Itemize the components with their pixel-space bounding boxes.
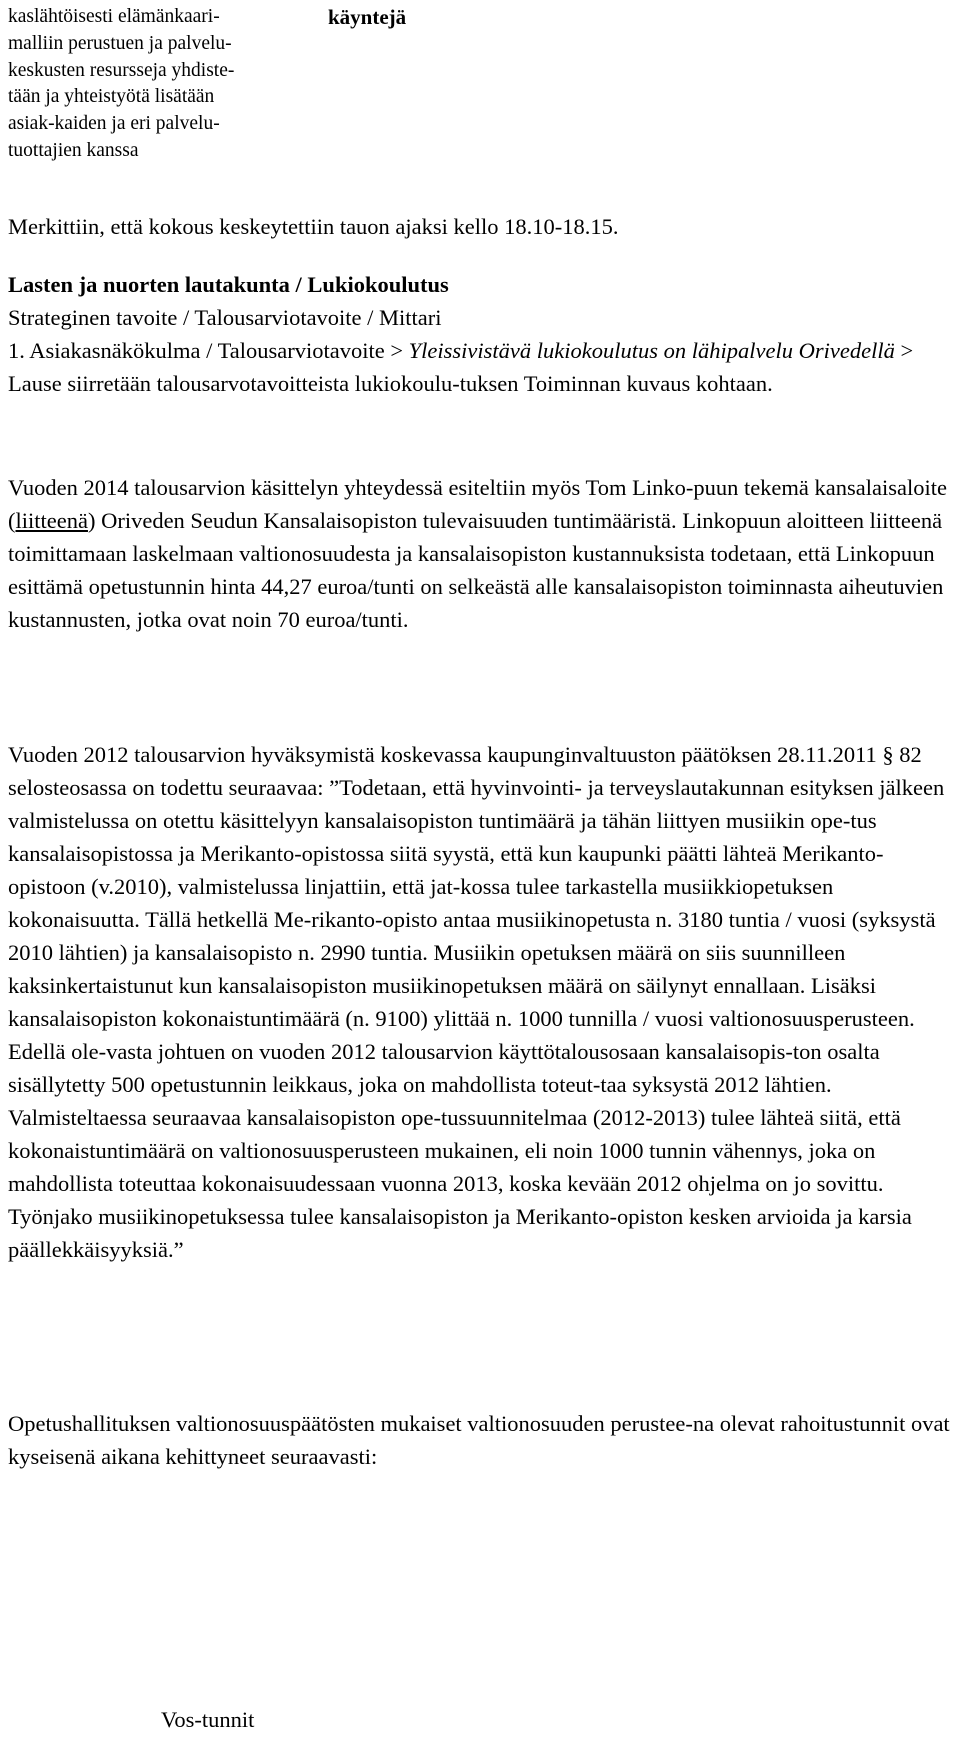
item-suffix: > Lause siirretään talousarvotavoitteista lukiokoulu-tuksen Toiminnan kuvaus kohtaan. — [8, 338, 914, 396]
attachment-link[interactable]: liitteenä — [15, 508, 88, 533]
paragraph-opetushallitus — [8, 1407, 956, 1473]
break-note — [8, 210, 956, 243]
paragraph-text — [8, 471, 956, 636]
table-header-vos-tunnit: Vos-tunnit — [161, 1707, 255, 1732]
item-prefix: 1. Asiakasnäkökulma / Talousarviotavoite > — [8, 338, 409, 363]
table-cell-goal — [8, 4, 293, 165]
section-item — [8, 334, 956, 400]
paragraph-text: Opetushallituksen valtionosuuspäätösten mukaiset valtionosuuden perustee-na olevat rahoitustunnit ovat kyseisenä aikana kehittyneet seuraavasti: — [8, 1411, 950, 1469]
table-cell-line: tuottajien kanssa — [8, 139, 139, 161]
section-lukiokoulutus — [8, 268, 956, 400]
table-cell-line: tään ja yhteistyötä lisätään — [8, 86, 215, 108]
paragraph-linkopuu — [8, 471, 956, 636]
table-cell-line: keskusten resursseja yhdiste- — [8, 59, 235, 81]
section-heading: Lasten ja nuorten lautakunta / Lukiokoulutus — [8, 272, 449, 297]
break-note-text: Merkittiin, että kokous keskeytettiin tauon ajaksi kello 18.10-18.15. — [8, 214, 619, 239]
item-goal-italic: Yleissivistävä lukiokoulutus on lähipalvelu Orivedellä — [408, 338, 895, 363]
table-cell-line: asiak-kaiden ja eri palvelu- — [8, 113, 220, 135]
table-cell-line: kaslähtöisesti elämänkaari- — [8, 6, 220, 27]
para-text-end: ) Oriveden Seudun Kansalaisopiston tulevaisuuden tuntimääristä. Linkopuun aloitteen liitteenä toimittamaan laskelmaan valtionosuudesta ja kansalaisopiston kustannuksista todetaan, että Linkopuun esittämä opetustunnin hinta 44,27 euroa/tunti on selkeästä alle kansalaisopiston toiminnasta aiheutuvien kustannusten, jotka ovat noin 70 euroa/tunti. — [8, 508, 944, 632]
table-cell-line: malliin perustuen ja palvelu- — [8, 32, 232, 54]
table-cell-metric: käyntejä — [328, 5, 407, 29]
section-subheading: Strateginen tavoite / Talousarviotavoite / Mittari — [8, 305, 442, 330]
para-text-start: Vuoden 2014 talousarvion käsittelyn yhteydessä esiteltiin myös Tom Linko-puun tekemä kansalaisaloite ( — [8, 475, 947, 533]
paragraph-budget-2012 — [8, 738, 956, 1266]
vos-table-header — [8, 1703, 956, 1736]
paragraph-text: Vuoden 2012 talousarvion hyväksymistä koskevassa kaupunginvaltuuston päätöksen 28.11.2011 § 82 selosteosassa on todettu seuraavaa: ”Todetaan, että hyvinvointi- ja terveyslautakunnan esityksen jälkeen valmistelussa on otettu käsittelyyn kansalaisopiston tuntimäärä ja tähän liittyen musiikin ope-tus kansalaisopistossa ja Merikanto-opistossa siitä syystä, että kun kaupunki päätti lähteä Merikanto-opistoon (v.2010), valmistelussa linjattiin, että jat-kossa tulee tarkastella musiikkiopetuksen kokonaisuutta. Tällä hetkellä Me-rikanto-opisto antaa musiikinopetusta n. 3180 tuntia / vuosi (syksystä 2010 lähtien) ja kansalaisopisto n. 2990 tuntia. Musiikin opetuksen määrä on siis suunnilleen kaksinkertaistunut kun kansalaisopiston musiikinopetuksen määrä on säilynyt ennallaan. Lisäksi kansalaisopiston kokonaistuntimäärä (n. 9100) ylittää n. 1000 tunnilla / vuosi valtionosuusperusteen. Edellä ole-vasta johtuen on vuoden 2012 talousarvion käyttötalousosaan kansalaisopis-ton osalta sisällytetty 500 opetustunnin leikkaus, joka on mahdollista toteut-taa syksystä 2012 lähtien. Valmisteltaessa seuraavaa kansalaisopiston ope-tussuunnitelmaa (2012-2013) tulee lähteä siitä, että kokonaistuntimäärä on valtionosuusperusteen mukainen, eli noin 1000 tunnin vähennys, joka on mahdollista toteuttaa kokonaisuudessaan vuonna 2013, koska kevään 2012 ohjelma on jo sovittu. Työnjako musiikinopetuksessa tulee kansalaisopiston ja Merikanto-opiston kesken arvioida ja karsia päällekkäisyyksiä.” — [8, 742, 945, 1262]
